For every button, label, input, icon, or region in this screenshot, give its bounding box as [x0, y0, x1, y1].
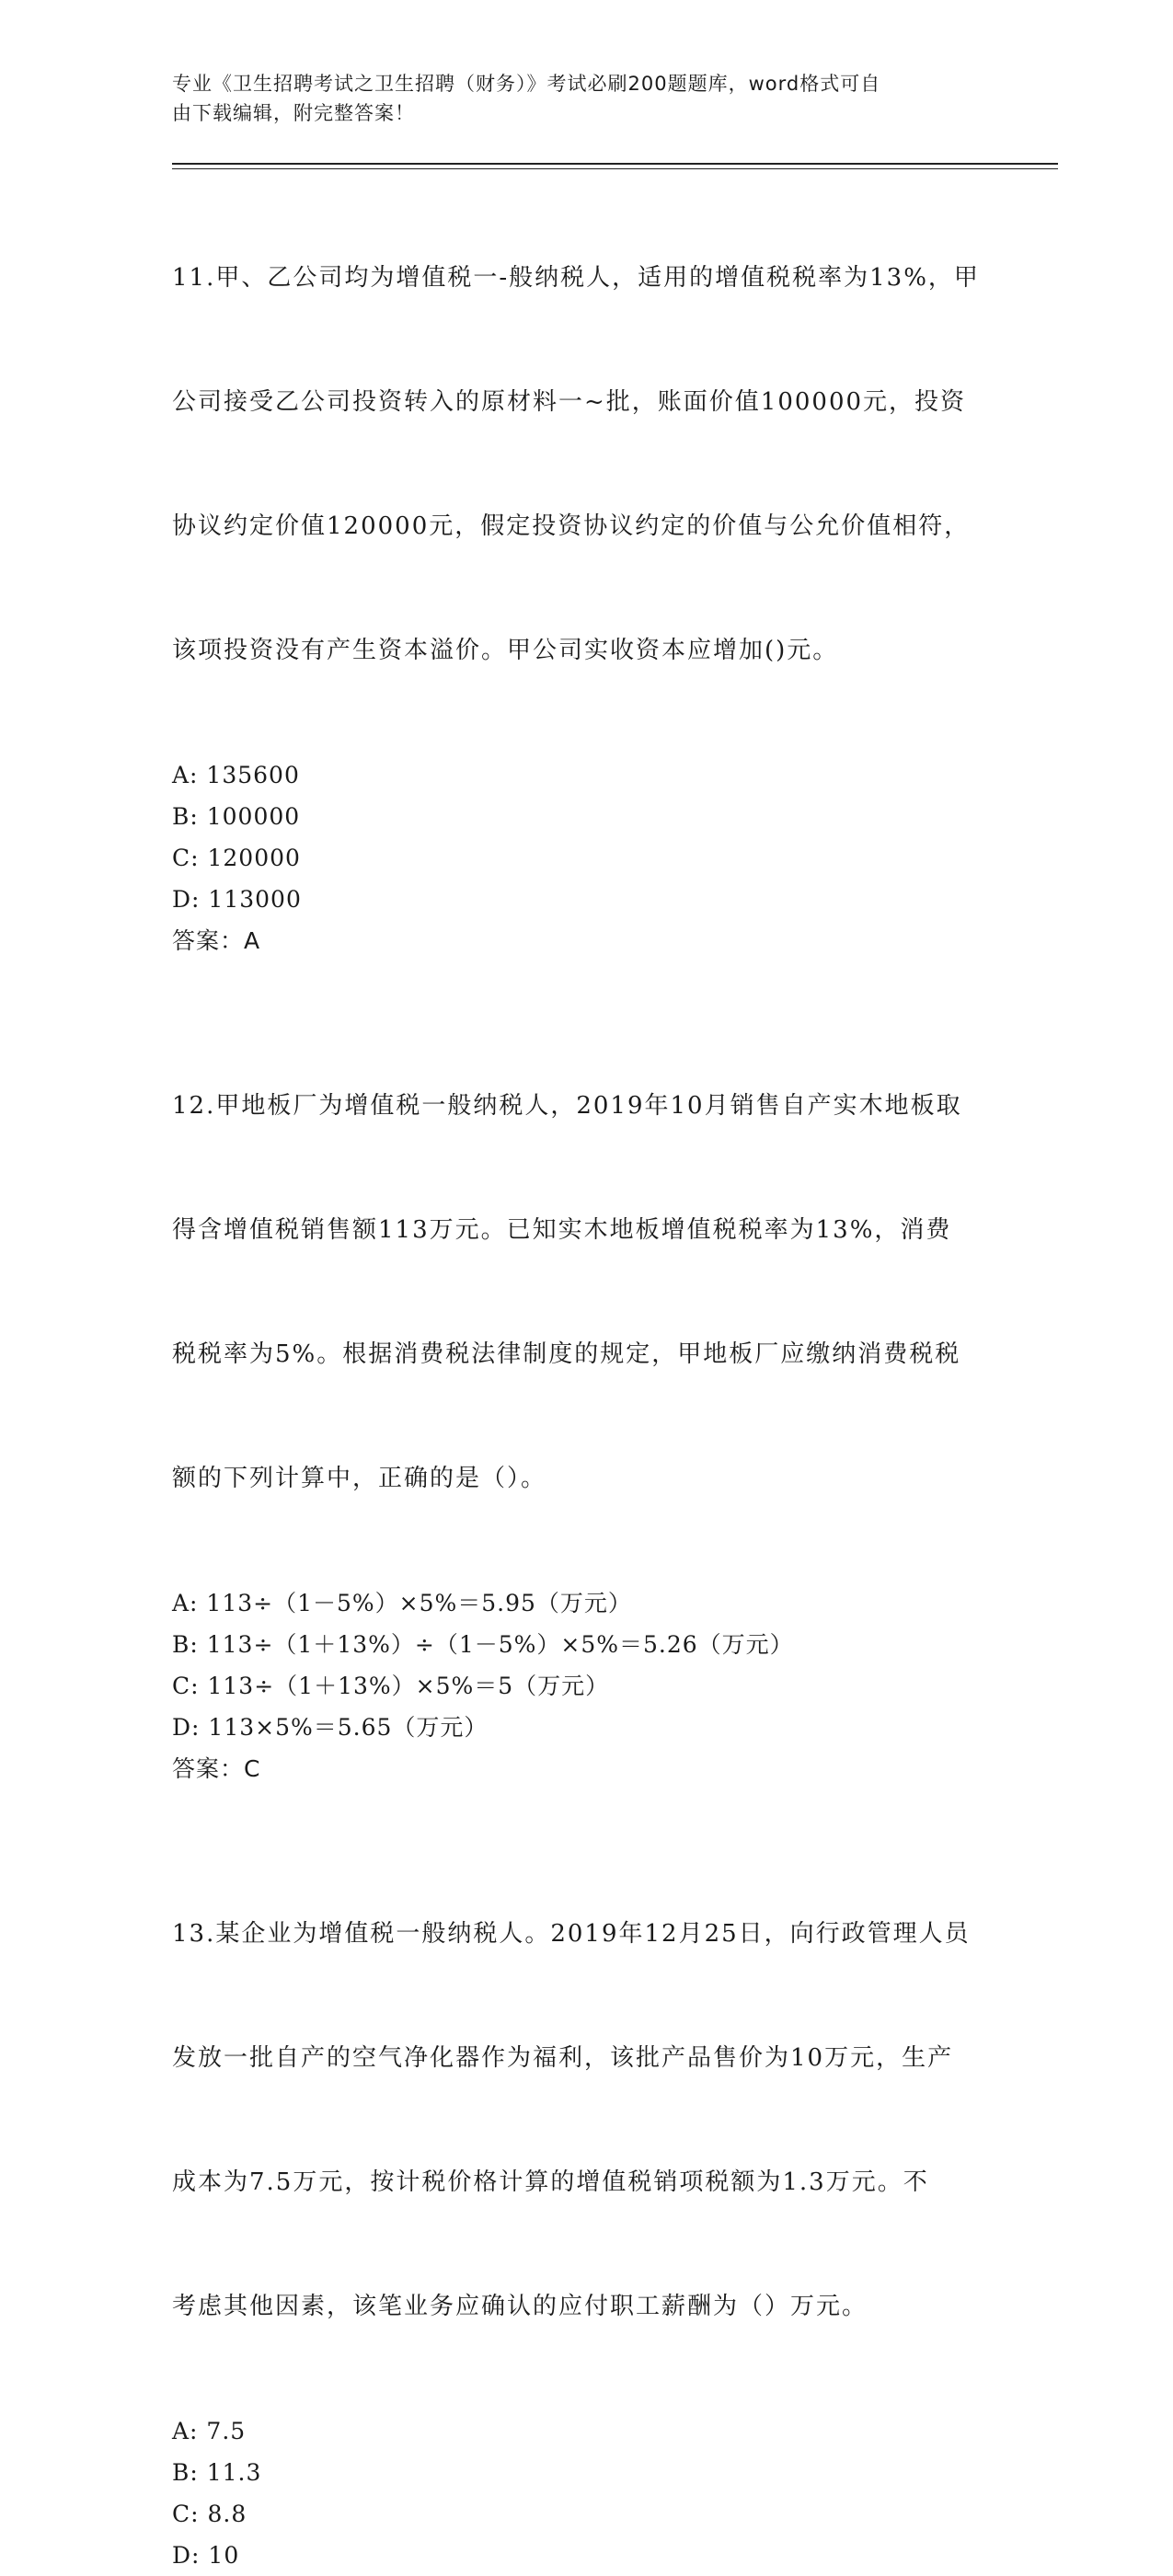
question-line: 额的下列计算中，正确的是（）。 — [172, 1465, 547, 1492]
question-line: 12.甲地板厂为增值税一般纳税人，2019年10月销售自产实木地板取 — [172, 1092, 962, 1120]
option-d: D: 113×5%＝5.65（万元） — [172, 1714, 489, 1741]
question-line: 发放一批自产的空气净化器作为福利，该批产品售价为10万元，生产 — [172, 2044, 954, 2072]
question-12 — [172, 1003, 1000, 1789]
question-stem — [172, 1003, 1000, 1582]
question-line: 得含增值税销售额113万元。已知实木地板增值税税率为13%，消费 — [172, 1216, 952, 1244]
option-c: C: 113÷（1＋13%）×5%＝5（万元） — [172, 1673, 610, 1699]
option-a: A: 7.5 — [172, 2418, 247, 2444]
option-b: B: 11.3 — [172, 2459, 262, 2486]
option-list — [172, 1582, 1000, 1748]
question-line: 税税率为5%。根据消费税法律制度的规定，甲地板厂应缴纳消费税税 — [172, 1340, 961, 1368]
header-divider-thin — [172, 168, 1058, 169]
option-d: D: 113000 — [172, 886, 302, 913]
question-line: 考虑其他因素，该笔业务应确认的应付职工薪酬为（）万元。 — [172, 2293, 868, 2320]
header-line-2: 由下载编辑，附完整答案！ — [172, 102, 415, 124]
header-line-1: 专业《卫生招聘考试之卫生招聘（财务）》考试必刷200题题库，word格式可自 — [172, 73, 881, 95]
option-b: B: 100000 — [172, 803, 301, 830]
header-divider-thick — [172, 163, 1058, 165]
option-d: D: 10 — [172, 2542, 240, 2569]
question-line: 11.甲、乙公司均为增值税一-般纳税人，适用的增值税税率为13%，甲 — [172, 264, 980, 292]
question-stem — [172, 175, 1000, 754]
option-c: C: 120000 — [172, 845, 301, 871]
option-list — [172, 2410, 1000, 2576]
question-line: 该项投资没有产生资本溢价。甲公司实收资本应增加()元。 — [172, 637, 839, 664]
question-stem — [172, 1831, 1000, 2410]
question-line: 公司接受乙公司投资转入的原材料一~批，账面价值100000元，投资 — [172, 388, 967, 416]
option-a: A: 113÷（1－5%）×5%＝5.95（万元） — [172, 1590, 632, 1616]
option-a: A: 135600 — [172, 762, 300, 788]
question-line: 成本为7.5万元，按计税价格计算的增值税销项税额为1.3万元。不 — [172, 2168, 929, 2196]
question-11 — [172, 175, 1000, 961]
option-list — [172, 754, 1000, 920]
document-header — [172, 69, 982, 128]
option-b: B: 113÷（1＋13%）÷（1－5%）×5%＝5.26（万元） — [172, 1631, 794, 1658]
question-13 — [172, 1831, 1000, 2576]
option-c: C: 8.8 — [172, 2501, 247, 2527]
question-line: 协议约定价值120000元，假定投资协议约定的价值与公允价值相符， — [172, 512, 971, 540]
question-list — [172, 175, 1000, 2576]
question-line: 13.某企业为增值税一般纳税人。2019年12月25日，向行政管理人员 — [172, 1920, 971, 1948]
answer-label: 答案：C — [172, 1755, 261, 1782]
answer-label: 答案：A — [172, 927, 261, 954]
